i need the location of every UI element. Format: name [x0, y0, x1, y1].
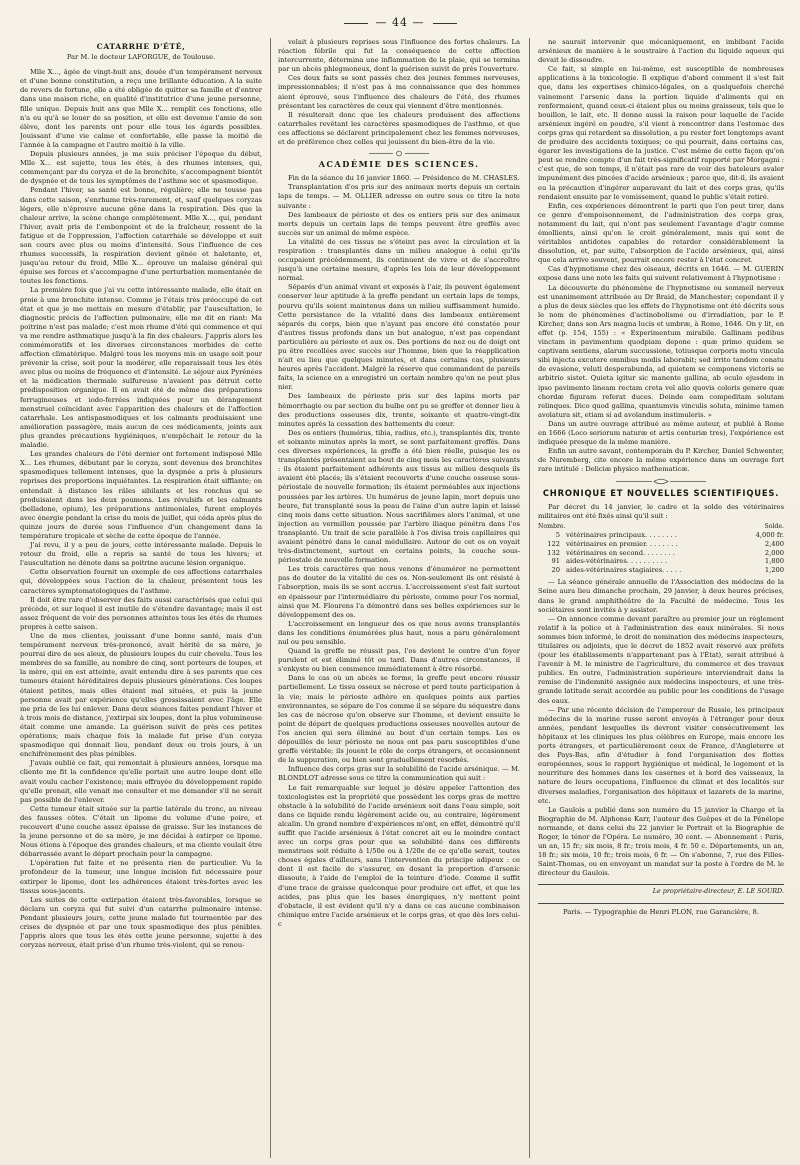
paragraph: — Par une récente décision de l'empereur de Russie, les principaux médecins de la marine russe seront envoyés à l'étranger pour deux années, pendant lesquelles ils devront visiter consécutivement les hôpitaux et les cliniques les plus célèbres en Europe, mais encore les ports étrangers, et particulièrement ceux de France, d'Angleterre et des Pays-Bas, afin d'étudier à fond l'organisation des flottes européennes, sous le rapport hygiénique et médical, le logement et la nourriture des hommes dans les casernes et à bord des vaisseaux, la nature de leurs occupations, l'influence du climat et des localités sur diverses maladies, l'organisation des hôpitaux et lazarets de la marine, etc. — [538, 705, 784, 805]
page-number: — 44 — — [0, 16, 800, 29]
paragraph: L'accroissement en longueur des os que nous avons transplantés dans les conditions énumérées plus haut, nous a paru généralement nul ou peu sensible. — [278, 619, 520, 646]
row-label: vétérinaires principaux. . . . . . . . — [566, 531, 677, 540]
row-amount: 4,000 fr. — [755, 531, 784, 540]
paragraph: J'avais oublié ce fait, qui remontait à plusieurs années, lorsque ma cliente me fit la confidence qu'elle portait une autre loupe dont elle avait voulu cacher l'existence; mais effrayée du développement rapide qu'elle prenait, elle venait me consulter et me demander s'il ne serait pas possible de l'enlever. — [20, 759, 262, 804]
paragraph: Des lambeaux de périoste et des os entiers pris sur des animaux morts depuis un certain laps de temps peuvent être greffés avec succès sur un animal de même espèce. — [278, 210, 520, 237]
article-body-continued — [278, 38, 520, 147]
row-label: vétérinaires en premier. . . . . . . . — [566, 539, 678, 548]
row-label: aides-vétérinaires stagiaires. . . . . — [566, 565, 682, 574]
academy-reports — [278, 183, 520, 929]
footer-rule — [538, 903, 784, 904]
paragraph: L'opération fut faite et ne présenta rien de particulier. Vu la profondeur de la tumeur, une longue incision fut nécessaire pour extirper le lipome, dont les adhérences étaient très-fortes avec les tissus sous-jacents. — [20, 859, 262, 895]
paragraph: Ces deux faits se sont passés chez des jeunes femmes nerveuses, impressionnables; il n'est pas à ma connaissance que des hommes aient éprouvé, sous l'influence des chaleurs de l'été, des rhumes présentant les caractères de ceux qui viennent d'être mentionnés. — [278, 74, 520, 110]
printer-imprint: Paris. — Typographie de Henri PLON, rue Garancière, 8. — [562, 907, 760, 916]
paragraph: J'ai revu, il y a peu de jours, cette intéressante malade. Depuis le retour du froid, elle a repris sa santé de tous les hivers; et l'auscultation ne dénote dans sa poitrine aucune lésion organique. — [20, 541, 262, 568]
paragraph: Des os entiers (humérus, tibia, radius, etc.), transplantés dix, trente et soixante minutes après la mort, se sont parfaitement greffés. Dans ces diverses expériences, la greffe a été bien réelle, puisque les os transplantés présentaient au bout de cinq mois les caractères suivants : ils étaient parfaitement adhérents aux tissus au milieu desquels ils avaient été placés; ils s'étaient recouverts d'une couche osseuse sous-périostale de nouvelle formation; ils étaient perméables aux injections poussées par les artères. Un humérus de jeune lapin, mort depuis une heure, fut transplanté sous la peau de l'aine d'un autre lapin et laissé cinq mois dans cette situation. Nous sacrifiâmes alors l'animal, et une injection au vermillon poussée par l'artère iliaque pénétra dans l'os transplanté. Un trait de scie parallèle à l'os divisa trois capillaires qui avaient pénétré dans le canal médullaire. Autour de cet os on voyait très-distinctement, surtout en certains points, la couche sous-périostale de nouvelle formation. — [278, 428, 520, 565]
column-divider — [529, 38, 530, 1158]
paragraph: Pendant l'hiver, sa santé est bonne, régulière; elle ne tousse pas dans cette saison, s'enrhume très-rarement, et, sauf quelques coryzas légers, elle n'éprouve aucune gêne dans la respiration. Dès que la chaleur arrive, la scène change complétement. Mlle X..., qui, pendant l'hiver, avait pris de l'embonpoint et de la fraîcheur, ressent de la fatigue et de l'oppression, l'affection catarrhale se développe et suit son cours avec plus ou moins d'intensité. Sous l'influence de ces rhumes successifs, la respiration devient gênée et haletante, et, jusqu'au retour du froid, Mlle X... éprouve un malaise général qui épuise ses forces et s'accompagne d'une perturbation momentanée de toutes les fonctions. — [20, 186, 262, 286]
paragraph: Le Gaulois a publié dans son numéro du 15 janvier la Charge et la Biographie de M. Alphonse Karr, l'auteur des Guêpes et de la Pénélope normande, et dans celui du 22 janvier le Portrait et la Biographie de Roger, le ténor de l'Opéra. Le numéro, 30 cent. — Abonnement : Paris, un an, 15 fr.; six mois, 8 fr.; trois mois, 4 fr. 50 c. Départements, un an, 18 fr.; six mois, 10 fr.; trois mois, 6 fr. — On s'abonne, 7, rue des Filles-Saint-Thomas, ou en envoyant un mandat sur la poste à l'ordre de M. le directeur du Gaulois. — [538, 805, 784, 878]
row-amount: 1,200 — [764, 565, 784, 574]
paragraph: Transplantation d'os pris sur des animaux morts depuis un certain laps de temps. — M. OLLIER adresse en outre sous ce titre la note suivante : — [278, 183, 520, 210]
pay-table-row — [538, 566, 784, 575]
row-count: 5 — [555, 531, 560, 540]
chronicle-items — [538, 578, 784, 878]
pay-table-row — [538, 540, 784, 549]
paragraph: Mlle X..., âgée de vingt-huit ans, douée d'un tempérament nerveux et d'une bonne constitution, a reçu une brillante éducation. A la suite de revers de fortune, elle a été obligée de quitter sa famille et d'entrer dans une maison riche, en qualité d'institutrice d'une jeune personne, fille unique. Depuis huit ans que Mlle X... remplit ces fonctions, elle n'a eu qu'à se louer de sa position, et elle est devenue l'amie de son élève, dont les parents ont pour elle tous les égards possibles. Jouissant d'une vie calme et confortable, elle passe la moitié de l'année à la campagne et l'autre moitié à la ville. — [20, 68, 262, 149]
pay-table-row — [538, 557, 784, 566]
paragraph: — On annonce comme devant paraître au premier jour un règlement relatif à la police et à l'administration des eaux minérales. Si nous sommes bien informé, le droit de nomination des médecins inspecteurs, titulaires ou adjoints, que le décret de 1852 avait réservé aux préfets (pour les établissements n'appartenant pas à l'État), serait attribué à l'avenir à M. le ministre de l'agriculture, du commerce et des travaux publics. En outre, l'administration supérieure interviendrait dans la remise de l'indemnité assignée aux médecins inspecteurs, et une très-grande latitude serait accordée au public pour les conditions de l'usage des eaux. — [538, 614, 784, 705]
paragraph: Cette tumeur était située sur la partie latérale du tronc, au niveau des fausses côtes. C'était un lipome du volume d'une poire, et recouvert d'une couche assez épaisse de graisse. Sur les instances de la jeune personne et de sa mère, je me décidai à extirper ce lipome. Nous étions à l'époque des grandes chaleurs, et ma cliente voulait être débarrassée avant le départ prochain pour la campagne. — [20, 804, 262, 859]
paragraph: Depuis plusieurs années, je me suis préciser l'époque du début, Mlle X... est sujette, tous les étés, à des rhumes intenses, qui, commençant par du coryza et de la bronchite, s'accompagnent bientôt de dyspnée et de tous les symptômes de l'asthme sec et spasmodique. — [20, 150, 262, 186]
row-label: vétérinaires en second. . . . . . . . — [566, 548, 675, 557]
session-line: Fin de la séance du 16 janvier 1860. — Présidence de M. CHASLES. — [288, 174, 520, 183]
paragraph: Enfin, ces expériences démontrent le parti que l'on peut tirer, dans ce genre d'empoisonnement, de l'administration des corps gras, notamment du lait, qui n'ont pas seulement l'avantage d'agir comme émollients, ainsi qu'on le croit généralement, mais qui sont de véritables antidotes capables de retarder considérablement la dissolution, et, par suite, l'absorption de l'acide arsénieux, qui, ainsi que cela arrive souvent, pourrait encore rester à l'état concret. — [538, 201, 784, 265]
row-amount: 2,400 — [764, 539, 784, 548]
ornament-divider — [616, 478, 706, 485]
row-count: 122 — [547, 539, 560, 548]
paragraph: — La séance générale annuelle de l'Association des médecins de la Seine aura lieu dimanche prochain, 29 janvier, à deux heures précises, dans le grand amphithéâtre de la Faculté de médecine. Tous les sociétaires sont invités à y assister. — [538, 578, 784, 614]
chronicle-heading: CHRONIQUE ET NOUVELLES SCIENTIFIQUES. — [542, 487, 780, 498]
pay-table-row — [538, 549, 784, 558]
paragraph: Le fait remarquable sur lequel je désire appeler l'attention des toxicologistes est la propriété que possèdent les corps gras de mettre obstacle à la solubilité de l'acide arsénieux soit dans l'eau simple, soit dans ce liquide rendu légèrement acide ou, au contraire, légèrement alcalin. Un grand nombre d'expériences m'ont, en effet, démontré qu'il suffit que l'acide arsénieux à l'état concret ait eu le moindre contact avec un corps gras pour que sa solubilité dans ces différents menstrues soit réduite à 1/50e ou à 1/20e de ce qu'elle serait, toutes choses égales d'ailleurs, sans l'intervention du principe adipeux : ce dont il est facile de s'assurer, en dosant la proportion d'arsenic dissoute, à l'aide de l'emploi de la teinture d'iode. Comme il suffit d'une trace de graisse quelconque pour produire cet effet, et que les acides, pas plus que les bases énergiques, n'y mettent point d'obstacle, il est évident qu'il n'y a dans ce cas aucune combinaison chimique entre l'acide arsénieux et le corps gras, et que dès lors celui-c — [278, 783, 520, 928]
paragraph: Dans un autre ouvrage attribué au même auteur, et publié à Rome en 1666 (Loco seriorum naturæ et artis centuriæ tres), l'expérience est indiquée presque de la même manière. — [538, 419, 784, 447]
paragraph: La découverte du phénomène de l'hypnotisme ou sommeil nerveux est unanimement attribuée au Dr Braid, de Manchester; cependant il y a plus de deux siècles que les effets de l'hypnotisme ont été décrits sous le nom de phénomènes d'actinobolisme ou d'irradiation, par le P. Kircher, dans son Ars magna lucis et umbræ, à Rome, 1646. On y lit, en effet (p. 154, 155) : « Experimentum mirabile. Gallinam pedibus vinctam in pavimentum quodpiam depone : quæ primo quidem se captivam sentiens, alarum succussione, totiusque corporis motu vincula sibi injecta excutere omnibus modis laborabit; sed irrito tandem conatu de evasione, veluti desperabunda, ad quietem se componens victoris se arbitrio sistet. Quieta igitur sic manente gallina, ab oculo ejusdem in ipso pavimento lineam rectam creta vel alio quovis coloris genere quæ chordæ figuram referat duces. Deinde eam compeditam solutam relinques. Dico quod gallina, quantumvis vinculis soluta, minime tamen avolatura sit, etiam si ad avolandum instimuleris. » — [538, 283, 784, 419]
footer-rule — [538, 884, 784, 885]
paragraph: Il doit être rare d'observer des faits aussi caractérisés que celui qui précède, et sur lequel il est inutile de s'étendre davantage; mais il est assez fréquent de voir des personnes atteintes tous les étés de rhumes propres à cette saison. — [20, 595, 262, 631]
paragraph: Les grandes chaleurs de l'été dernier ont fortement indisposé Mlle X... Les rhumes, débutant par le coryza, sont devenus des bronchites spasmodiques tellement intenses, que la dyspnée a pris à plusieurs reprises des proportions inquiétantes. La respiration était sifflante; on entendait à distance les râles sibilants et les ronchus qui se produisaient dans les deux poumons. Les révulsifs et les calmants (belladone, opium), les préparations antimoniales, furent employés avec énergie pendant la crise du mois de juillet, qui céda après plus de quinze jours de durée sous l'influence d'un changement dans la température tropicale et sèche de cette époque de l'année. — [20, 450, 262, 540]
academy-heading: ACADÉMIE DES SCIENCES. — [318, 159, 480, 170]
paragraph: Cette observation fournit un exemple de ces affections catarrhales qui, développées sous l'action de la chaleur, présentent tous les caractères symptomatologiques de l'asthme. — [20, 568, 262, 595]
paragraph: Séparés d'un animal vivant et exposés à l'air, ils peuvent également conserver leur aptitude à la greffe pendant un certain laps de temps, pourvu qu'ils soient maintenus dans un milieu suffisamment humide. Cette persistance de la vitalité dans des lambeaux entièrement séparés du corps, bien que n'ayant pas encore été constatée pour d'autres tissus profonds dans un but analogue, n'est pas cependant particulière au périoste et aux os. Des portions de nez ou de doigt ont pu être recollées avec succès sur l'homme, bien que la réapplication n'ait eu lieu que quelques minutes, et dans certains cas, plusieurs heures après l'accident. Malgré la réserve que commandent de pareils faits, la science en a enregistré un certain nombre qu'on ne peut plus nier. — [278, 283, 520, 392]
left-column — [20, 38, 262, 1158]
paragraph: Quand la greffe ne réussit pas, l'os devient le centre d'un foyer purulent et est éliminé tôt ou tard. Dans d'autres circonstances, il s'enkyste ou bien commence immédiatement à être résorbé. — [278, 647, 520, 674]
pay-table-header — [538, 523, 784, 532]
paragraph: Ce fait, si simple en lui-même, est susceptible de nombreuses applications à la toxicologie. Il explique d'abord comment il s'est fait que, dans les expertises chimico-légales, on a quelquefois cherché vainement l'arsenic dans la portion liquide d'aliments qui en renfermaient, quand ceux-ci étaient plus ou moins graisseux, tels que le bouillon, le lait, etc. Il donne aussi la raison pour laquelle de l'acide arsénieux ingéré en poudre, s'il vient à rencontrer dans l'estomac des corps gras qui retardent sa dissolution, a pu rester fort longtemps avant de produire des accidents toxiques; ce qui pourrait, dans certains cas, égarer les investigations de la justice. C'est même de cette façon qu'on peut se rendre compte d'un fait très-significatif rapporté par Morgagni : c'est que, de son temps, il n'était pas rare de voir des bateleurs avaler impunément des pincées d'acide arsénieux ; parce que, dit-il, ils avaient eu la précaution d'ingérer auparavant du lait et des corps gras, qu'ils rendaient ensuite par le vomissement, quand le public s'était retiré. — [538, 65, 784, 201]
row-amount: 1,800 — [764, 557, 784, 566]
publisher-signature: Le propriétaire-directeur, E. LE SOURD. — [652, 887, 784, 896]
row-count: 132 — [547, 548, 560, 557]
row-amount: 2,000 — [764, 548, 784, 557]
header-amount: Solde. — [764, 522, 784, 530]
article-title: CATARRHE D'ÉTÉ, — [96, 42, 186, 51]
veterinary-pay-table — [538, 523, 784, 575]
paragraph: Une de mes clientes, jouissant d'une bonne santé, mais d'un tempérament nerveux très-prononcé, avait hérité de sa mère, je pourrai dire de ses aïeux, de plusieurs loupes du cuir chevelu. Tous les membres de sa famille, au nombre de cinq, sont porteurs de loupes, et la mère, qui en est atteinte, avait entendu dire à ses parents que ces tumeurs étaient héréditaires depuis plusieurs générations. Ces loupes étaient petites, mais elles étaient mal situées, et puis la jeune personne avait par expérience qu'elles grossissaient avec l'âge. Elle me pria de les lui enlever. Dans deux séances faites pendant l'hiver et à trois mois de distance, j'extirpai six loupes, dont la plus volumineuse était comme une amande. La guérison suivit de près ces petites opérations; mais chaque fois la malade fut prise d'un coryza spasmodique qui donnait lieu, pendant deux ou trois jours, à un enchifrènement des plus pénibles. — [20, 632, 262, 759]
middle-column — [278, 38, 520, 1158]
paragraph: La vitalité de ces tissus ne s'éteint pas avec la circulation et la respiration : transplantés dans un milieu analogue à celui qu'ils occupaient précédemment, ils continuent de vivre et de s'accroître jusqu'à une certaine mesure, d'après les lois de leur développement normal. — [278, 237, 520, 283]
paragraph: velait à plusieurs reprises sous l'influence des fortes chaleurs. La réaction fébrile qui fut la conséquence de cette affection intercurrente, détermina une inflammation de la plaie, qui se termina par un abcès phlegmoneux, dont la guérison suivit de près l'ouverture. — [278, 38, 520, 74]
paragraph: Les trois caractères que nous venons d'énumérer ne permettent pas de douter de la vitalité de ces os. Non-seulement ils ont résisté à l'absorption, mais ils se sont accrus. L'accroissement s'est fait surtout en épaisseur par l'intermédiaire du périoste, comme pour l'os normal, ainsi que M. Flourens l'a démontré dans ses belles expériences sur le développement des os. — [278, 565, 520, 619]
row-count: 91 — [551, 557, 560, 566]
paragraph: Influence des corps gras sur la solubilité de l'acide arsénique. — M. BLONDLOT adresse sous ce titre la communication qui suit : — [278, 765, 520, 783]
paragraph: Des lambeaux de périoste pris sur des lapins morts par hémorrhagie ou par section du bulbe ont pu se greffer et donner lieu à des productions osseuses dix, trente, soixante et quatre-vingt-dix minutes après la cessation des battements du cœur. — [278, 392, 520, 428]
paragraph: Dans le cas où un abcès se forme, la greffe peut encore réussir partiellement. Le tissu osseux se nécrose et perd toute participation à la vie; mais le périoste adhère en quelques points aux parties environnantes, se sépare de l'os comme il se sépare du séquestre dans les cas de nécrose qu'on observe sur l'homme, et devient ensuite le point de départ de quelques productions osseuses nouvelles autour de l'os ancien qui sera éliminé au bout d'un certain temps. Les os dépouillés de leur périoste ne nous ont pas paru susceptibles d'une greffe véritable; ils jouent le rôle de corps étrangers, et occasionnent de la suppuration, ou bien sont graduellement résorbés. — [278, 674, 520, 765]
ornament-divider — [369, 150, 429, 157]
paragraph: ne saurait intervenir que mécaniquement, en imbibant l'acide arsénieux de manière à le soustraire à l'action du liquide aqueux qui devait le dissoudre. — [538, 38, 784, 65]
paragraph: Les suites de cette extirpation étaient très-favorables, lorsque se déclara un coryza qui fut suivi d'un catarrhe pulmonaire intense. Pendant plusieurs jours, cette jeune malade fut tourmentée par des crises de dyspnée et par une toux spasmodique des plus pénibles. J'appris alors que tous les étés cette jeune personne, sujette à des coryzas nerveux, était prise d'un rhume très-violent, qui se renou- — [20, 895, 262, 950]
article-body-continued — [538, 38, 784, 475]
paragraph: Il résulterait donc que les chaleurs produisent des affections catarrhales revêtant les caractères spasmodiques de l'asthme, et que ces affections se déclarent principalement chez les femmes nerveuses, et de préférence chez celles qui jouissent du bien-être de la vie. — [278, 110, 520, 147]
right-column — [538, 38, 784, 1158]
row-count: 20 — [551, 565, 560, 574]
header-count: Nombre. — [538, 522, 566, 530]
pay-table-row — [538, 531, 784, 540]
row-label: aides-vétérinaires. . . . . . . . . . — [566, 557, 668, 566]
paragraph: Enfin un autre savant, contemporain du P. Kircher, Daniel Schwenter, de Nuremberg, cite encore la même expérience dans un ouvrage fort rare intitulé : Deliciæ physico mathematicæ. — [538, 447, 784, 474]
paragraph: La première fois que j'ai vu cette intéressante malade, elle était en proie à une bronchite intense. Comme je l'étais très préoccupé de cet état et que je me mettais en mesure d'établir, par l'auscultation, le diagnostic précis de l'affection pulmonaire, elle me dit en riant: Ma poitrine n'est pas malade; c'est mon rhume d'été qui commence et qui va me rendre asthmatique jusqu'à la fin des chaleurs. J'appris alors les commémoratifs et les diverses circonstances morbides de cette affection climatérique. Malgré tous les moyens mis en usage soit pour prévenir la crise, soit pour la modérer, elle reparaissait tous les étés avec plus ou moins de fréquence et d'intensité. Le séjour aux Pyrénées et la médication thermale sulfureuse n'avaient pas détruit cette prédisposition organique. Il en avait été de même des préparations ferrugineuses et iodo-ferrées indiquées pour un dérangement menstruel coïncidant avec l'apparition des chaleurs et de l'affection catarrhale. Les antispasmodiques et les calmants produisaient une amélioration passagère, mais aucun de ces médicaments, joints aux plus grandes précautions hygiéniques, n'empêchait le retour de la maladie. — [20, 286, 262, 450]
article-body — [20, 68, 262, 950]
article-byline: Par M. le docteur LAFORGUE, de Toulouse. — [66, 53, 216, 62]
column-divider — [270, 38, 271, 1158]
paragraph: Cas d'hypnotisme chez des oiseaux, décrits en 1646. — M. GUERIN expose dans une note les faits qui suivent relativement à l'hypnotisme : — [538, 265, 784, 283]
decree-intro: Par décret du 14 janvier, le cadre et la solde des vétérinaires militaires ont été fixés ainsi qu'il suit : — [538, 502, 784, 520]
